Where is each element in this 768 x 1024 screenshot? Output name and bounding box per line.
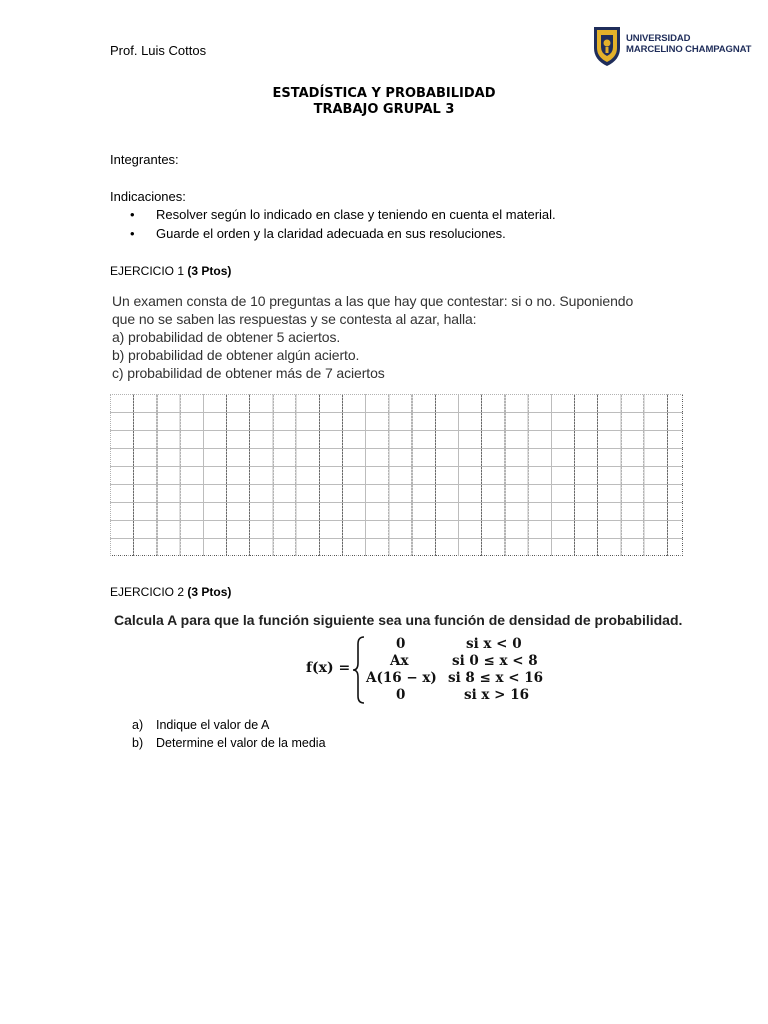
case-cond: si x > 16: [464, 687, 529, 703]
ejercicio-2-questions: [132, 716, 326, 752]
case-expr: 0: [396, 636, 406, 652]
list-item: • Resolver según lo indicado en clase y teniendo en cuenta el material.: [130, 207, 556, 222]
case-cond: si 0 ≤ x < 8: [452, 653, 538, 669]
left-brace-icon: [352, 636, 366, 704]
document-title: ESTADÍSTICA Y PROBABILIDAD: [272, 86, 496, 101]
case-expr: Ax: [390, 653, 409, 669]
case-expr: 0: [396, 687, 406, 703]
case-cond: si x < 0: [466, 636, 522, 652]
ejercicio-2-statement: Calcula A para que la función siguiente sea una función de densidad de probabilidad.: [114, 612, 683, 628]
ejercicio-2-title: EJERCICIO 2 (3 Ptos): [110, 585, 232, 599]
list-item: a) Indique el valor de A: [132, 718, 270, 732]
list-item: b) Determine el valor de la media: [132, 736, 326, 750]
indicaciones-list: [130, 205, 556, 243]
formula-lhs: f(x) =: [306, 660, 351, 676]
statement-line: c) probabilidad de obtener más de 7 aciertos: [112, 365, 385, 381]
statement-line: b) probabilidad de obtener algún acierto.: [112, 347, 360, 363]
ejercicio-1-statement: [112, 292, 633, 382]
case-cond: si 8 ≤ x < 16: [448, 670, 544, 686]
statement-line: a) probabilidad de obtener 5 aciertos.: [112, 329, 341, 345]
density-function-formula: [304, 634, 564, 706]
ejercicio-1-title: EJERCICIO 1 (3 Ptos): [110, 264, 232, 278]
logo-line-1: UNIVERSIDAD: [626, 33, 691, 44]
author-name: Prof. Luis Cottos: [110, 43, 207, 58]
ejercicio-2-points: (3 Ptos): [187, 585, 232, 599]
statement-line: que no se saben las respuestas y se contesta al azar, halla:: [112, 311, 477, 327]
answer-grid[interactable]: [110, 394, 683, 556]
university-logo: [592, 24, 752, 68]
indicaciones-label: Indicaciones:: [110, 189, 186, 204]
case-expr: A(16 − x): [366, 670, 437, 686]
bullet-icon: •: [130, 226, 135, 241]
integrantes-label: Integrantes:: [110, 152, 179, 167]
ejercicio-1-points: (3 Ptos): [187, 264, 232, 278]
list-item: • Guarde el orden y la claridad adecuada en sus resoluciones.: [130, 226, 506, 241]
shield-icon: [592, 24, 622, 68]
bullet-icon: •: [130, 207, 135, 222]
statement-line: Un examen consta de 10 preguntas a las que hay que contestar: si o no. Suponiendo: [112, 293, 634, 309]
logo-line-2: MARCELINO CHAMPAGNAT: [626, 44, 752, 55]
document-subtitle: TRABAJO GRUPAL 3: [313, 102, 455, 117]
